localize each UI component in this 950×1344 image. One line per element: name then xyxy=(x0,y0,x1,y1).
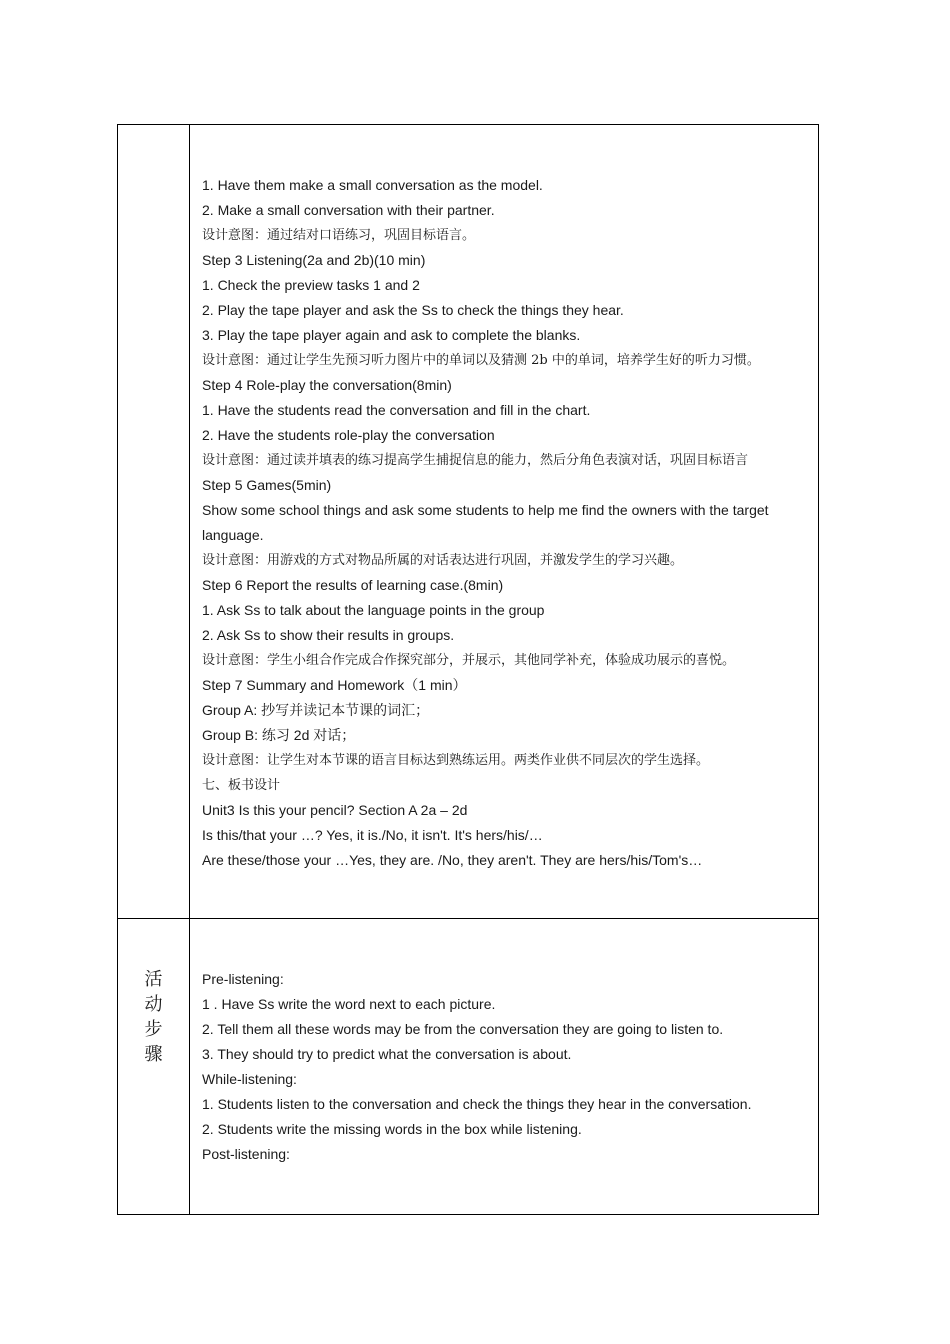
table-row xyxy=(118,125,819,919)
text-line: Step 7 Summary and Homework（1 min） xyxy=(202,677,467,693)
text-line: Unit3 Is this your pencil? Section A 2a – 2d xyxy=(202,802,468,818)
label-char: 骤 xyxy=(144,1044,163,1065)
text-line: Step 4 Role-play the conversation(8min) xyxy=(202,377,452,393)
label-char: 动 xyxy=(144,994,163,1015)
step-list xyxy=(190,125,818,873)
text-line: 1. Have them make a small conversation as the model. xyxy=(202,177,543,193)
text-line: Show some school things and ask some students to help me find the owners with the target language. xyxy=(202,502,769,543)
text-line: 1. Students listen to the conversation and check the things they hear in the conversation. xyxy=(202,1096,752,1112)
label-cell-empty xyxy=(118,125,190,919)
content-cell xyxy=(190,125,819,919)
design-intent-line: 设计意图：让学生对本节课的语言目标达到熟练运用。两类作业供不同层次的学生选择。 xyxy=(202,753,710,768)
content-cell xyxy=(190,919,819,1215)
text-line: 1 . Have Ss write the word next to each picture. xyxy=(202,996,496,1012)
text-line: 3. They should try to predict what the conversation is about. xyxy=(202,1046,572,1062)
design-intent-line: 设计意图：通过让学生先预习听力图片中的单词以及猜测 2b 中的单词，培养学生好的听力习惯。 xyxy=(202,353,760,368)
text-line: 2. Play the tape player and ask the Ss to check the things they hear. xyxy=(202,302,624,318)
text-line: Is this/that your …? Yes, it is./No, it isn't. It's hers/his/… xyxy=(202,827,543,843)
design-intent-line: 设计意图：通过读并填表的练习提高学生捕捉信息的能力，然后分角色表演对话，巩固目标语言 xyxy=(202,453,749,468)
text-line: Step 5 Games(5min) xyxy=(202,477,332,493)
text-line: 1. Ask Ss to talk about the language points in the group xyxy=(202,602,545,618)
text-line: 2. Have the students role-play the conversation xyxy=(202,427,495,443)
label-char: 活 xyxy=(144,969,163,990)
activity-steps-label xyxy=(118,919,189,1067)
design-intent-line: 七、板书设计 xyxy=(202,778,281,793)
listening-steps-list xyxy=(190,919,818,1167)
text-line: 2. Make a small conversation with their partner. xyxy=(202,202,495,218)
text-line: 2. Students write the missing words in the box while listening. xyxy=(202,1121,582,1137)
text-line: 2. Ask Ss to show their results in groups. xyxy=(202,627,455,643)
table-row xyxy=(118,919,819,1215)
text-line: 2. Tell them all these words may be from the conversation they are going to listen to. xyxy=(202,1021,724,1037)
text-line: Step 3 Listening(2a and 2b)(10 min) xyxy=(202,252,426,268)
text-line: Are these/those your …Yes, they are. /No, they aren't. They are hers/his/Tom's… xyxy=(202,852,703,868)
text-line: While-listening: xyxy=(202,1071,297,1087)
text-line: 3. Play the tape player again and ask to complete the blanks. xyxy=(202,327,581,343)
label-char: 步 xyxy=(144,1019,163,1040)
text-line: Pre-listening: xyxy=(202,971,284,987)
label-cell xyxy=(118,919,190,1215)
lesson-plan-table xyxy=(117,124,819,1215)
design-intent-line: 设计意图：用游戏的方式对物品所属的对话表达进行巩固，并激发学生的学习兴趣。 xyxy=(202,553,684,568)
text-line: Group A: 抄写并读记本节课的词汇； xyxy=(202,702,430,718)
text-line: Step 6 Report the results of learning case.(8min) xyxy=(202,577,504,593)
text-line: 1. Have the students read the conversation and fill in the chart. xyxy=(202,402,591,418)
text-line: 1. Check the preview tasks 1 and 2 xyxy=(202,277,420,293)
text-line: Post-listening: xyxy=(202,1146,290,1162)
design-intent-line: 设计意图：学生小组合作完成合作探究部分，并展示，其他同学补充，体验成功展示的喜悦。 xyxy=(202,653,736,668)
text-line: Group B: 练习 2d 对话； xyxy=(202,727,356,743)
design-intent-line: 设计意图：通过结对口语练习，巩固目标语言。 xyxy=(202,228,476,243)
